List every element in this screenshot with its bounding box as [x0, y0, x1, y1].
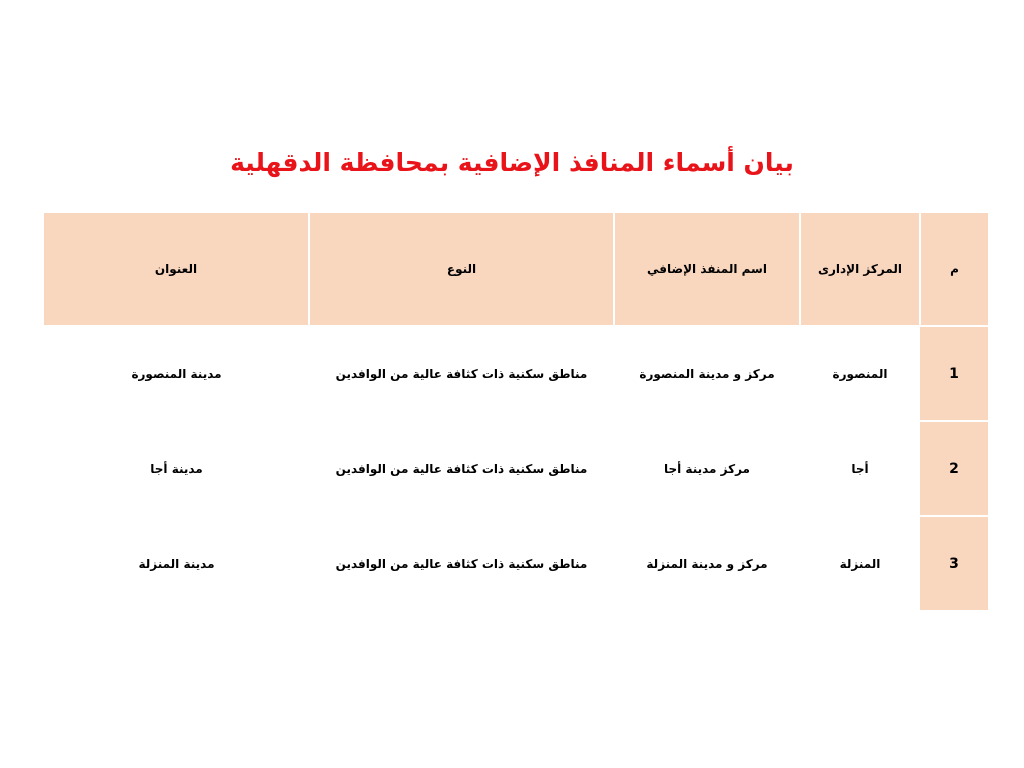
table-row [44, 516, 988, 610]
table-row [44, 326, 988, 421]
outlet-name-cell: مركز و مدينة المنصورة [614, 326, 800, 421]
type-cell: مناطق سكنية ذات كثافة عالية من الوافدين [309, 326, 614, 421]
row-number: 3 [920, 516, 988, 610]
outlet-name-cell: مركز مدينة أجا [614, 421, 800, 516]
admin-center-cell: المنصورة [800, 326, 920, 421]
header-address: العنوان [44, 213, 309, 326]
admin-center-cell: أجا [800, 421, 920, 516]
admin-center-cell: المنزلة [800, 516, 920, 610]
header-row [44, 213, 988, 326]
outlets-table [44, 213, 988, 610]
page-title: بيان أسماء المنافذ الإضافية بمحافظة الدقهلية [230, 148, 794, 177]
header-outlet-name: اسم المنفذ الإضافي [614, 213, 800, 326]
type-cell: مناطق سكنية ذات كثافة عالية من الوافدين [309, 421, 614, 516]
header-admin-center: المركز الإدارى [800, 213, 920, 326]
table-header [44, 213, 988, 326]
table-body [44, 326, 988, 610]
outlet-name-cell: مركز و مدينة المنزلة [614, 516, 800, 610]
address-cell: مدينة المنزلة [44, 516, 309, 610]
row-number: 1 [920, 326, 988, 421]
table-row [44, 421, 988, 516]
row-number: 2 [920, 421, 988, 516]
header-number: م [920, 213, 988, 326]
address-cell: مدينة المنصورة [44, 326, 309, 421]
address-cell: مدينة أجا [44, 421, 309, 516]
header-type: النوع [309, 213, 614, 326]
type-cell: مناطق سكنية ذات كثافة عالية من الوافدين [309, 516, 614, 610]
